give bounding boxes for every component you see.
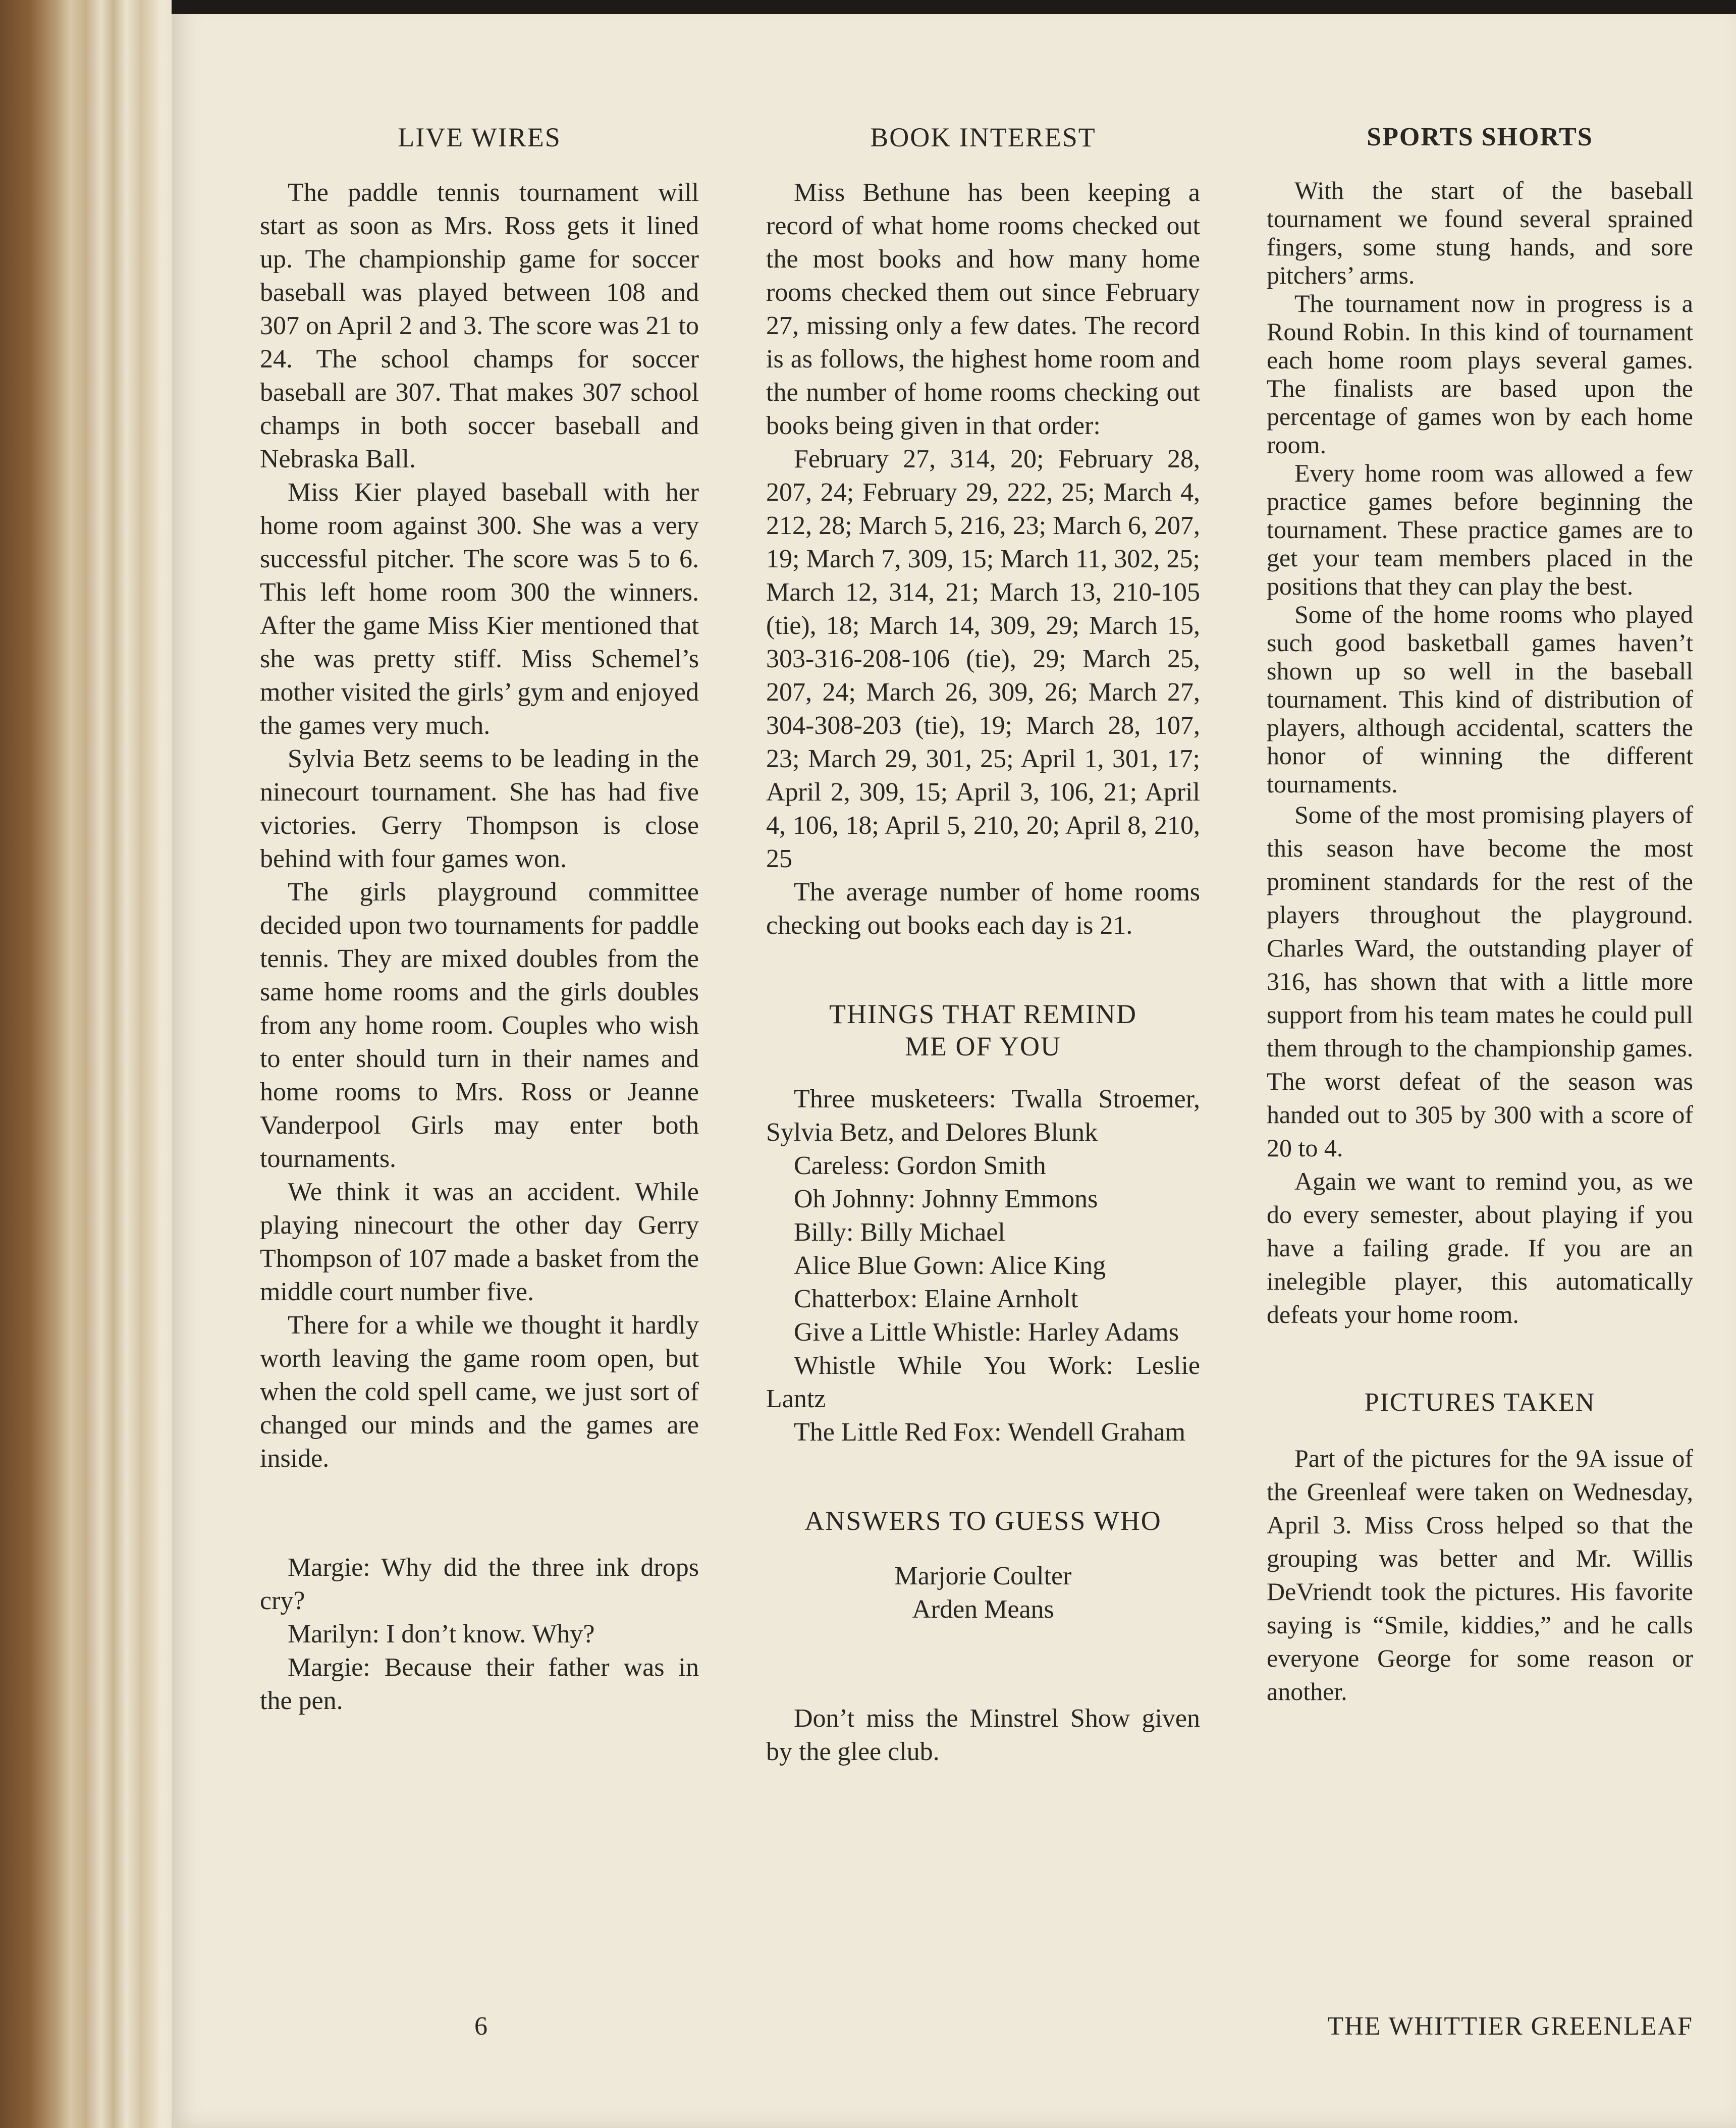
- book-binding-edge: [0, 0, 182, 2128]
- remind-item: Whistle While You Work: Leslie Lantz: [766, 1351, 1200, 1413]
- remind-item: Careless: Gordon Smith: [794, 1151, 1046, 1180]
- sports-shorts-title: SPORTS SHORTS: [1367, 123, 1593, 151]
- sports-paragraph: Some of the most promising players of this season have become the most prominent standards for the rest of the players throughout the playground. Charles Ward, the outstanding player of 316, has shown that with a little more support from his team mates he could pull them through to the championship games. The worst defeat of the season was handed out to 305 by 300 with a score of 20 to 4.: [1267, 801, 1693, 1162]
- publication-footer: THE WHITTIER GREENLEAF: [1327, 2012, 1693, 2041]
- remind-item: Alice Blue Gown: Alice King: [794, 1251, 1106, 1280]
- top-edge: [172, 0, 1736, 14]
- live-wires-paragraph: The paddle tennis tournament will start as soon as Mrs. Ross gets it lined up. The championship game for soccer baseball was played between 108 and 307 on April 2 and 3. The score was 21 to 24. The school champs for soccer baseball are 307. That makes 307 school champs in both soccer baseball and Nebraska Ball.: [260, 178, 699, 473]
- remind-item: Oh Johnny: Johnny Emmons: [794, 1185, 1098, 1213]
- sports-paragraph: Again we want to remind you, as we do every semester, about playing if you have a failing grade. If you are an inelegible player, this automatically defeats your home room.: [1267, 1167, 1693, 1328]
- sports-shorts-column: [1267, 121, 1693, 1708]
- remind-item: The Little Red Fox: Wendell Graham: [794, 1418, 1186, 1447]
- book-interest-record: February 27, 314, 20; February 28, 207, 24; February 29, 222, 25; March 4, 212, 28; March 5, 216, 23; March 6, 207, 19; March 7, 309, 15; March 11, 302, 25; March 12, 314, 21; March 13, 210-105 (tie), 18; March 14, 309, 29; March 15, 303-316-208-106 (tie), 29; March 25, 207, 24; March 26, 309, 26; March 27, 304-308-203 (tie), 19; March 28, 107, 23; March 29, 301, 25; April 1, 301, 17; April 2, 309, 15; April 3, 106, 21; April 4, 106, 18; April 5, 210, 20; April 8, 210, 25: [766, 445, 1200, 873]
- things-remind-title-line1: THINGS THAT REMIND: [829, 999, 1137, 1029]
- page-number: 6: [474, 2012, 487, 2041]
- remind-item: Billy: Billy Michael: [794, 1218, 1005, 1247]
- remind-item: Chatterbox: Elaine Arnholt: [794, 1285, 1078, 1313]
- pictures-paragraph: Part of the pictures for the 9A issue of the Greenleaf were taken on Wednesday, April 3. Miss Cross helped so that the grouping was better and Mr. Willis DeVriendt took the pictures. His favorite saying is “Smile, kiddies,” and he calls everyone George for some reason or another.: [1267, 1444, 1693, 1706]
- book-interest-paragraph: The average number of home rooms checking out books each day is 21.: [766, 878, 1200, 940]
- book-interest-paragraph: Miss Bethune has been keeping a record of what home rooms checked out the most books and how many home rooms checked them out since February 27, missing only a few dates. The record is as follows, the highest home room and the number of home rooms checking out books being given in that order:: [766, 178, 1200, 440]
- live-wires-paragraph: We think it was an accident. While playing ninecourt the other day Gerry Thompson of 107 made a basket from the middle court number five.: [260, 1178, 699, 1306]
- book-interest-title: BOOK INTEREST: [870, 122, 1096, 152]
- answer-name: Marjorie Coulter: [894, 1562, 1072, 1590]
- sports-paragraph: Every home room was allowed a few practice games before beginning the tournament. These practice games are to get your team members placed in the positions that they can play the best.: [1267, 459, 1693, 600]
- live-wires-paragraph: Miss Kier played baseball with her home room against 300. She was a very successful pitcher. The score was 5 to 6. This left home room 300 the winners. After the game Miss Kier mentioned that she was pretty stiff. Miss Schemel’s mother visited the girls’ gym and enjoyed the games very much.: [260, 478, 699, 740]
- things-remind-title: [766, 998, 1200, 1062]
- live-wires-paragraph: There for a while we thought it hardly worth leaving the game room open, but when the cold spell came, we just sort of changed our minds and the games are inside.: [260, 1311, 699, 1473]
- answers-title: ANSWERS TO GUESS WHO: [804, 1506, 1162, 1536]
- book-interest-column: [766, 121, 1200, 1769]
- live-wires-paragraph: The girls playground committee decided upon two tournaments for paddle tennis. They are mixed doubles from the same home rooms and the girls doubles from any home room. Couples who wish to enter should turn in their names and home rooms to Mrs. Ross or Jeanne Vanderpool Girls may enter both tournaments.: [260, 878, 699, 1173]
- pictures-taken-title: PICTURES TAKEN: [1364, 1388, 1596, 1417]
- joke-line: Margie: Why did the three ink drops cry?: [260, 1553, 699, 1615]
- sports-paragraph: The tournament now in progress is a Round Robin. In this kind of tournament each home room plays several games. The finalists are based upon the percentage of games won by each home room.: [1267, 289, 1693, 459]
- live-wires-paragraph: Sylvia Betz seems to be leading in the ninecourt tournament. She has had five victories. Gerry Thompson is close behind with four games won.: [260, 744, 699, 873]
- sports-paragraph: Some of the home rooms who played such good basketball games haven’t shown up so well in the baseball tournament. This kind of distribution of players, although accidental, scatters the honor of winning the different tournaments.: [1267, 600, 1693, 798]
- remind-item: Three musketeers: Twalla Stroemer, Sylvia Betz, and Delores Blunk: [766, 1085, 1200, 1147]
- live-wires-title: LIVE WIRES: [398, 122, 561, 152]
- answer-name: Arden Means: [912, 1595, 1054, 1624]
- sports-paragraph: With the start of the baseball tournament we found several sprained fingers, some stung hands, and sore pitchers’ arms.: [1267, 176, 1693, 289]
- joke-line: Marilyn: I don’t know. Why?: [288, 1620, 595, 1648]
- things-remind-title-line2: ME OF YOU: [904, 1031, 1062, 1061]
- live-wires-column: [260, 121, 699, 1718]
- minstrel-notice: Don’t miss the Minstrel Show given by the glee club.: [766, 1704, 1200, 1766]
- remind-item: Give a Little Whistle: Harley Adams: [794, 1318, 1179, 1347]
- joke-line: Margie: Because their father was in the pen.: [260, 1653, 699, 1715]
